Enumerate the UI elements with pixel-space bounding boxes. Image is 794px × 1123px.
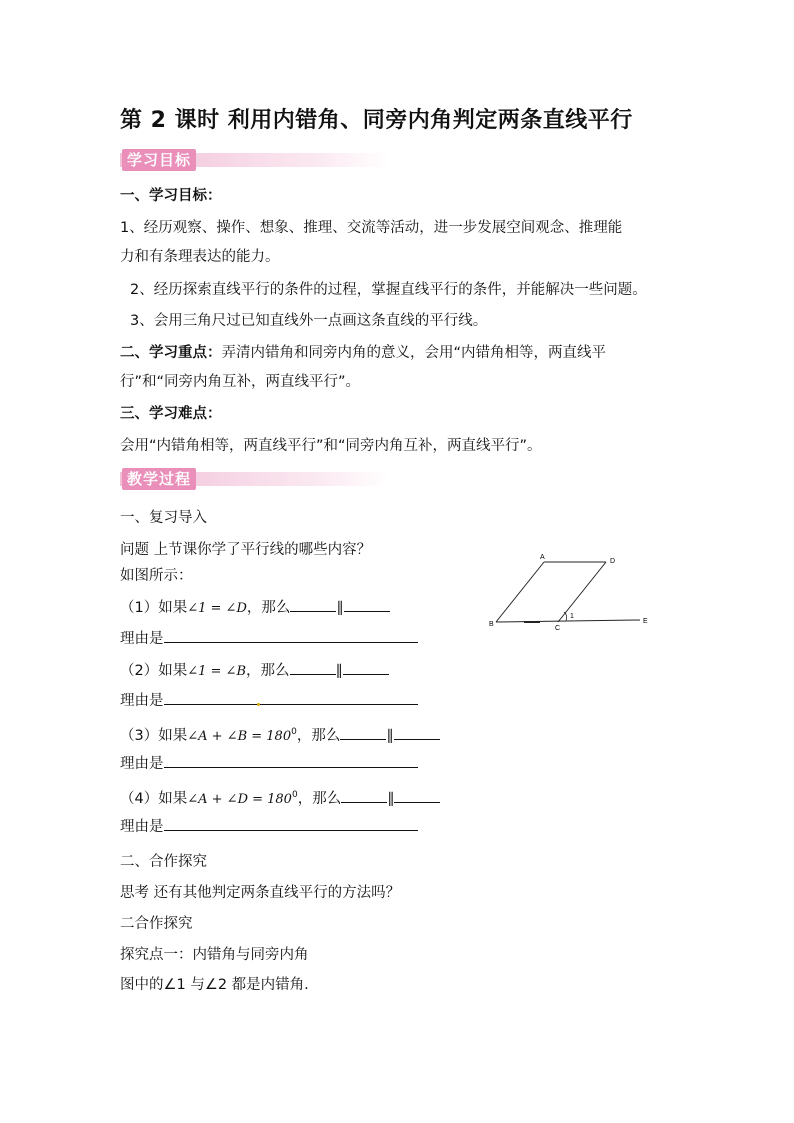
objective-item-1-line-1: 1、经历观察、操作、想象、推理、交流等活动，进一步发展空间观念、推理能	[120, 220, 623, 236]
exploration-point-1: 探究点一：内错角与同旁内角	[120, 947, 309, 963]
question-2-math: ∠1 = ∠B	[187, 664, 247, 679]
reason-3-blank[interactable]	[164, 753, 418, 768]
cooperation-heading-2: 二合作探究	[120, 916, 193, 932]
section-bar-objectives	[120, 149, 388, 171]
stray-dot	[257, 703, 260, 706]
question-1	[120, 597, 390, 619]
section-label-objectives: 学习目标	[122, 149, 196, 171]
question-4-blank-left[interactable]	[341, 788, 387, 803]
label-B: B	[489, 621, 494, 628]
question-2-then: ，那么	[246, 663, 290, 679]
question-4-prefix: （4）如果	[120, 790, 188, 807]
objective-item-3: 3、会用三角尺过已知直线外一点画这条直线的平行线。	[130, 313, 488, 329]
cooperation-heading: 二、合作探究	[120, 854, 207, 870]
question-3-blank-left[interactable]	[340, 725, 386, 740]
question-3	[120, 722, 440, 747]
question-3-blank-right[interactable]	[394, 725, 440, 740]
question-1-blank-right[interactable]	[344, 597, 390, 612]
think-question: 思考 还有其他判定两条直线平行的方法吗？	[120, 885, 401, 901]
objective-item-2: 2、经历探索直线平行的条件的过程，掌握直线平行的条件，并能解决一些问题。	[130, 282, 647, 298]
degree-superscript: 0	[291, 790, 298, 800]
reason-1-blank[interactable]	[164, 628, 418, 643]
key-points-text: 弄清内错角和同旁内角的意义，会用“内错角相等，两直线平	[221, 345, 607, 361]
objectives-heading: 一、学习目标：	[120, 188, 222, 204]
parallelogram-figure	[484, 548, 654, 636]
question-1-prefix: （1）如果	[120, 600, 188, 616]
page-title: 第 2 课时 利用内错角、同旁内角判定两条直线平行	[120, 108, 633, 133]
question-1-then: ，那么	[246, 600, 291, 616]
section-label-process: 教学过程	[122, 468, 196, 490]
difficulty-heading: 三、学习难点：	[120, 406, 222, 422]
key-points-line-1	[120, 343, 606, 363]
reason-3	[120, 753, 418, 774]
question-2-blank-left[interactable]	[290, 660, 336, 675]
reason-4-blank[interactable]	[164, 816, 418, 831]
reason-3-label: 理由是	[120, 756, 164, 772]
degree-superscript: 0	[291, 727, 297, 737]
label-D: D	[610, 558, 616, 565]
parallel-symbol: ∥	[386, 727, 394, 744]
question-4	[120, 785, 440, 810]
section-bar-process	[120, 468, 388, 490]
line-BE	[496, 620, 640, 622]
question-3-prefix: （3）如果	[120, 727, 188, 744]
reason-1	[120, 628, 418, 649]
label-E: E	[643, 618, 648, 625]
review-heading: 一、复习导入	[120, 510, 207, 526]
review-question: 问题 上节课你学了平行线的哪些内容？	[120, 542, 372, 558]
reason-1-label: 理由是	[120, 631, 164, 647]
difficulty-text: 会用“内错角相等，两直线平行”和“同旁内角互补，两直线平行”。	[120, 438, 542, 454]
question-1-math: ∠1 = ∠D	[187, 601, 247, 616]
segment-AB	[496, 562, 544, 622]
as-shown-text: 如图所示：	[120, 568, 193, 584]
question-4-then: ，那么	[297, 790, 342, 807]
parallel-symbol: ∥	[335, 663, 343, 679]
reason-2-blank[interactable]	[164, 690, 418, 705]
question-4-blank-right[interactable]	[394, 788, 440, 803]
alternate-angles-statement: 图中的∠1 与∠2 都是内错角.	[120, 977, 309, 993]
reason-4-label: 理由是	[120, 819, 164, 835]
key-points-heading: 二、学习重点：	[120, 345, 222, 361]
reason-2	[120, 690, 418, 711]
question-3-math: ∠A + ∠B = 180	[187, 728, 292, 744]
reason-4	[120, 816, 418, 837]
label-angle-1: 1	[570, 613, 574, 620]
question-1-blank-left[interactable]	[290, 597, 336, 612]
question-2	[120, 660, 389, 682]
label-A: A	[540, 554, 545, 561]
label-C: C	[555, 625, 561, 632]
key-points-line-2: 行”和“同旁内角互补，两直线平行”。	[120, 374, 361, 390]
objective-item-1-line-2: 力和有条理表达的能力。	[120, 249, 280, 265]
question-4-math: ∠A + ∠D = 180	[187, 791, 292, 807]
parallel-symbol: ∥	[336, 600, 344, 616]
reason-2-label: 理由是	[120, 693, 164, 709]
parallel-symbol: ∥	[387, 790, 395, 807]
question-3-then: ，那么	[296, 727, 341, 744]
question-2-blank-right[interactable]	[343, 660, 389, 675]
question-2-prefix: （2）如果	[120, 663, 188, 679]
